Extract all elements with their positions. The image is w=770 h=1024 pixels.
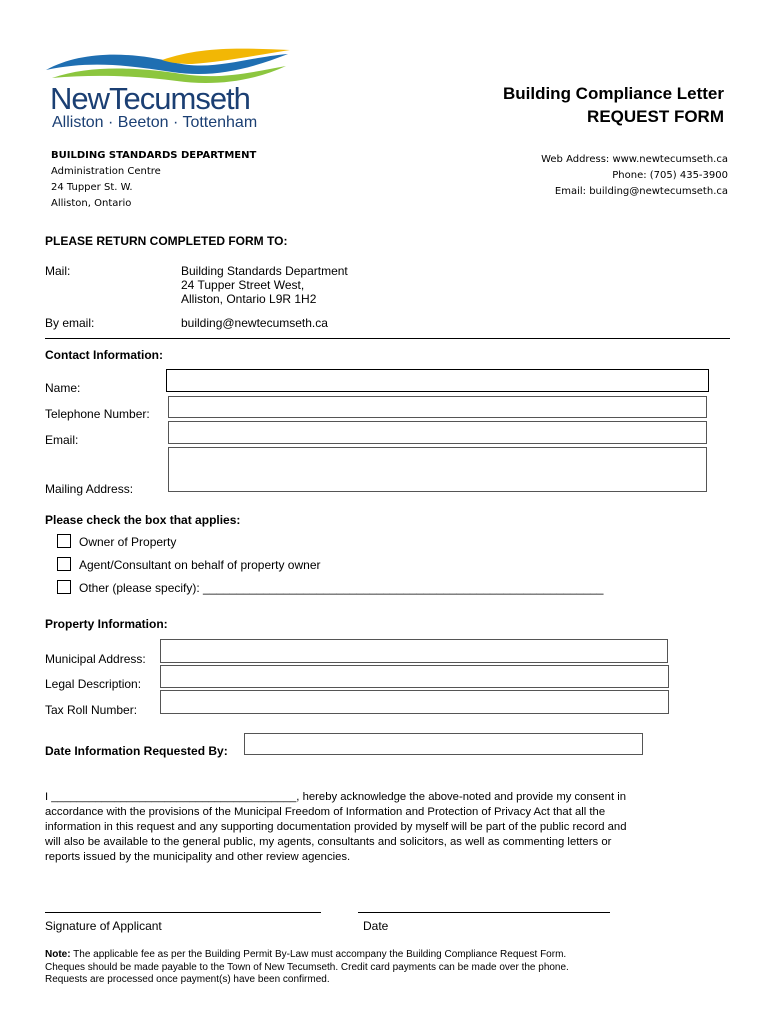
- section-divider: [45, 338, 730, 339]
- department-line1: Administration Centre: [51, 166, 161, 177]
- agent-checkbox[interactable]: [57, 557, 71, 571]
- email-label: Email:: [45, 433, 79, 447]
- other-checkbox[interactable]: [57, 580, 71, 594]
- form-title-line1: Building Compliance Letter: [502, 84, 724, 103]
- property-heading: Property Information:: [45, 617, 168, 631]
- department-line2: 24 Tupper St. W.: [51, 182, 133, 193]
- mail-line1: Building Standards Department: [181, 264, 348, 278]
- logo-towns: Alliston · Beeton · Tottenham: [52, 114, 258, 131]
- date-requested-label: Date Information Requested By:: [45, 744, 228, 758]
- note-block: [45, 949, 725, 987]
- agent-label: Agent/Consultant on behalf of property owner: [79, 558, 321, 572]
- tax-roll-input[interactable]: [160, 690, 669, 714]
- by-email-value: building@newtecumseth.ca: [181, 316, 328, 330]
- signature-line[interactable]: [45, 912, 321, 913]
- email-address: Email: building@newtecumseth.ca: [554, 186, 728, 197]
- contact-top-block: [541, 152, 728, 200]
- logo-name: NewTecumseth: [50, 81, 250, 116]
- mail-label: Mail:: [45, 264, 71, 278]
- signature-label: Signature of Applicant: [45, 919, 162, 933]
- mail-line2: 24 Tupper Street West,: [181, 278, 305, 292]
- owner-label: Owner of Property: [79, 535, 177, 549]
- phone-number: Phone: (705) 435-3900: [612, 170, 728, 181]
- mail-address-block: [181, 264, 348, 306]
- mailing-address-label: Mailing Address:: [45, 482, 134, 496]
- name-label: Name:: [45, 381, 81, 395]
- consent-line2: accordance with the provisions of the Municipal Freedom of Information and Protection of Privacy Act that all the: [45, 806, 606, 818]
- mailing-address-input[interactable]: [168, 447, 707, 492]
- municipal-address-label: Municipal Address:: [45, 652, 146, 666]
- note-label: Note:: [45, 949, 71, 960]
- legal-description-input[interactable]: [160, 665, 669, 688]
- department-name: BUILDING STANDARDS DEPARTMENT: [51, 150, 257, 161]
- name-input[interactable]: [166, 369, 709, 392]
- applies-heading: Please check the box that applies:: [45, 513, 241, 527]
- telephone-label: Telephone Number:: [45, 407, 150, 421]
- consent-paragraph: [45, 790, 705, 865]
- consent-line3: information in this request and any supporting documentation provided by myself will be part of the public record and: [45, 821, 627, 833]
- consent-line5: reports issued by the municipality and other review agencies.: [45, 851, 351, 863]
- tax-roll-label: Tax Roll Number:: [45, 703, 138, 717]
- consent-line1: I _______________________________________, hereby acknowledge the above-noted and provide my consent in: [45, 791, 627, 803]
- legal-description-label: Legal Description:: [45, 677, 142, 691]
- note-line1: [45, 949, 725, 962]
- other-label: Other (please specify): ____________________________________________________________: [79, 581, 604, 595]
- return-heading: PLEASE RETURN COMPLETED FORM TO:: [45, 234, 288, 248]
- note-line3: Requests are processed once payment(s) have been confirmed.: [45, 974, 330, 985]
- municipal-address-input[interactable]: [160, 639, 668, 663]
- note-line2: Cheques should be made payable to the Town of New Tecumseth. Credit card payments can be made over the phone.: [45, 961, 569, 973]
- telephone-input[interactable]: [168, 396, 707, 418]
- contact-heading: Contact Information:: [45, 348, 163, 362]
- note-line1-text: The applicable fee as per the Building Permit By-Law must accompany the Building Compliance Request Form.: [70, 949, 567, 960]
- by-email-label: By email:: [45, 316, 95, 330]
- logo: [42, 48, 302, 138]
- form-title-line2: REQUEST FORM: [587, 107, 724, 126]
- date-requested-input[interactable]: [244, 733, 643, 755]
- owner-checkbox[interactable]: [57, 534, 71, 548]
- department-line3: Alliston, Ontario: [51, 198, 132, 209]
- department-block: [51, 148, 256, 212]
- web-address: Web Address: www.newtecumseth.ca: [541, 154, 728, 165]
- date-line[interactable]: [358, 912, 610, 913]
- email-input[interactable]: [168, 421, 707, 444]
- consent-line4: will also be available to the general public, my agents, consultants and solicitors, as well as commenting letters or: [45, 836, 612, 848]
- mail-line3: Alliston, Ontario L9R 1H2: [181, 292, 317, 306]
- date-label: Date: [363, 919, 389, 933]
